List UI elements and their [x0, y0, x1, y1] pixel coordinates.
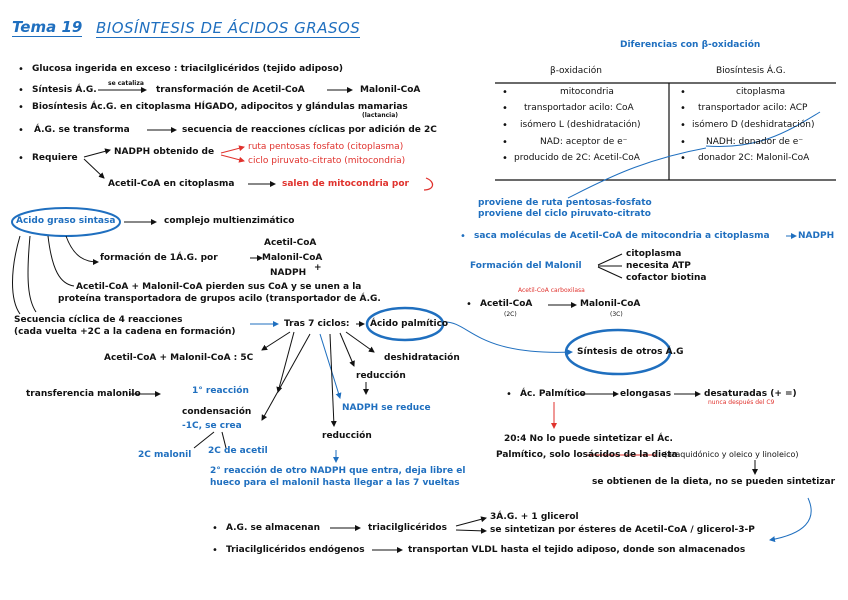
- col-beta-oxidacion: β-oxidación: [550, 66, 602, 76]
- reaccion-2-line1: 2° reacción de otro NADPH que entra, deja libre el: [210, 466, 466, 476]
- se-cataliza: se cataliza: [108, 80, 144, 87]
- secuencia-reacciones: secuencia de reacciones cíclicas por adición de 2C: [182, 125, 437, 135]
- malonil-item-biotina: cofactor biotina: [626, 273, 707, 283]
- comparison-heading: Diferencias con β-oxidación: [620, 40, 761, 50]
- reduccion-1: reducción: [356, 371, 406, 381]
- page-title: BIOSÍNTESIS DE ÁCIDOS GRASOS: [96, 19, 361, 37]
- bullet: •: [680, 87, 686, 98]
- esteres-acetil: se sintetizan por ésteres de Acetil-CoA / glicerol-3-P: [490, 525, 755, 535]
- transportan-vldl: transportan VLDL hasta el tejido adiposo, donde son almacenados: [408, 545, 746, 555]
- bio-row-1: citoplasma: [736, 87, 786, 97]
- bullet: •: [680, 103, 686, 114]
- ac-palmitico: Ác. Palmítico: [520, 389, 586, 399]
- beta-row-2: transportador acilo: CoA: [524, 103, 634, 113]
- beta-row-4: NAD: aceptor de e⁻: [540, 137, 628, 147]
- malonil-3c: Malonil-CoA: [580, 299, 641, 309]
- tg-endogenos: Triacilglicéridos endógenos: [226, 545, 365, 555]
- bullet: •: [18, 125, 24, 136]
- reaccion-2-line2: hueco para el malonil hasta llegar a las 7 vueltas: [210, 478, 460, 488]
- bio-row-2: transportador acilo: ACP: [698, 103, 808, 113]
- lactancia-note: (lactancia): [362, 112, 398, 119]
- sintasa-nadph: NADPH: [270, 268, 307, 278]
- bullet: •: [680, 137, 686, 148]
- bullet: •: [212, 545, 218, 556]
- elongasas: elongasas: [620, 389, 672, 399]
- bio-row-5: donador 2C: Malonil-CoA: [698, 153, 810, 163]
- nadph-obtenido: NADPH obtenido de: [114, 147, 215, 157]
- no-sintetizar-2b: (araquidónico y oleico y linoleico): [664, 450, 799, 459]
- se-obtienen-dieta: se obtienen de la dieta, no se pueden sintetizar: [592, 477, 836, 487]
- saca-moleculas: saca moléculas de Acetil-CoA de mitocondria a citoplasma: [474, 231, 770, 241]
- bullet: •: [502, 153, 508, 164]
- pierden-coa-2: proteína transportadora de grupos acilo (transportador de Á.G.: [58, 294, 381, 304]
- bullet: •: [18, 85, 24, 96]
- bullet: •: [506, 389, 512, 400]
- col-biosintesis: Biosíntesis Á.G.: [716, 66, 786, 76]
- tras-7-ciclos: Tras 7 ciclos:: [284, 319, 350, 329]
- ciclo-piruvato: ciclo piruvato-citrato (mitocondria): [248, 156, 406, 166]
- requiere-label: Requiere: [32, 153, 78, 163]
- transformacion-text: transformación de Acetil-CoA: [156, 85, 305, 95]
- proviene-pentosas: proviene de ruta pentosas-fosfato: [478, 198, 652, 208]
- acidos-dieta: ácidos de la dieta: [588, 450, 678, 460]
- malonil-coa-text: Malonil-CoA: [360, 85, 421, 95]
- tema-number: Tema 19: [12, 18, 83, 36]
- bullet: •: [502, 87, 508, 98]
- sintasa-plus: +: [314, 263, 322, 273]
- transferencia-malonilo: transferencia malonilo: [26, 389, 141, 399]
- bullet: •: [680, 120, 686, 131]
- bullet: •: [466, 299, 472, 310]
- reaccion-1: 1° reacción: [192, 386, 249, 396]
- deshidratacion: deshidratación: [384, 353, 460, 363]
- complejo-multienzimatico: complejo multienzimático: [164, 216, 295, 226]
- salen-mitocondria: salen de mitocondria por: [282, 179, 409, 189]
- secuencia-ciclica-2: (cada vuelta +2C a la cadena en formación): [14, 327, 236, 337]
- sintesis-label: Síntesis Á.G.: [32, 85, 97, 95]
- c-acetil: 2C de acetil: [208, 446, 268, 456]
- bullet: •: [680, 153, 686, 164]
- bullet: •: [212, 523, 218, 534]
- formacion-malonil: Formación del Malonil: [470, 261, 582, 271]
- secuencia-ciclica-1: Secuencia cíclica de 4 reacciones: [14, 315, 183, 325]
- acido-graso-sintasa: Ácido graso sintasa: [16, 216, 116, 226]
- malonil-item-citoplasma: citoplasma: [626, 249, 682, 259]
- beta-row-1: mitocondria: [560, 87, 614, 97]
- menos-1c: -1C, se crea: [182, 421, 242, 431]
- nadph-se-reduce: NADPH se reduce: [342, 403, 431, 413]
- beta-row-5: producido de 2C: Acetil-CoA: [514, 153, 640, 163]
- ruta-pentosas: ruta pentosas fosfato (citoplasma): [248, 142, 404, 152]
- acido-palmitico: Ácido palmítico: [370, 319, 449, 329]
- triacilgliceridos: triacilglicéridos: [368, 523, 447, 533]
- nadph-target: NADPH: [798, 231, 835, 241]
- malonil-3c-count: (3C): [610, 311, 623, 318]
- acetil-2c: Acetil-CoA: [480, 299, 533, 309]
- cycle-sum: Acetil-CoA + Malonil-CoA : 5C: [104, 353, 254, 363]
- sintesis-otros-ag: Síntesis de otros Á.G: [577, 347, 684, 357]
- bullet: •: [18, 102, 24, 113]
- bullet: •: [460, 231, 466, 242]
- condensacion: condensación: [182, 407, 252, 417]
- bullet: •: [502, 120, 508, 131]
- c-malonil: 2C malonil: [138, 450, 192, 460]
- sintasa-malonil: Malonil-CoA: [262, 253, 323, 263]
- bio-row-4: NADH: donador de e⁻: [706, 137, 804, 147]
- biosintesis-line: Biosíntesis Ác.G. en citoplasma HÍGADO, adipocitos y glándulas mamarias: [32, 102, 408, 112]
- bullet: •: [502, 137, 508, 148]
- acetil-citoplasma: Acetil-CoA en citoplasma: [108, 179, 235, 189]
- glucosa-line: Glucosa ingerida en exceso : triacilglicéridos (tejido adiposo): [32, 64, 343, 74]
- carboxilasa-enzyme: Acetil-CoA carboxilasa: [518, 287, 585, 294]
- nunca-c9: nunca después del C9: [708, 399, 775, 406]
- desaturadas: desaturadas (+ =): [704, 389, 797, 399]
- pierden-coa-1: Acetil-CoA + Malonil-CoA pierden sus CoA y se unen a la: [76, 282, 362, 292]
- no-sintetizar-2a: Palmítico, solo los: [496, 450, 588, 460]
- beta-row-3: isómero L (deshidratación): [520, 120, 641, 130]
- proviene-piruvato: proviene del ciclo piruvato-citrato: [478, 209, 651, 219]
- bullet: •: [18, 153, 24, 164]
- bullet: •: [18, 64, 24, 75]
- bullet: •: [502, 103, 508, 114]
- acetil-2c-count: (2C): [504, 311, 517, 318]
- formacion-ag: formación de 1Á.G. por: [100, 253, 218, 263]
- bio-row-3: isómero D (deshidratación): [692, 120, 815, 130]
- tres-ag-glicerol: 3Á.G. + 1 glicerol: [490, 512, 579, 522]
- malonil-item-atp: necesita ATP: [626, 261, 691, 271]
- ag-transforma: Á.G. se transforma: [34, 125, 130, 135]
- reduccion-2: reducción: [322, 431, 372, 441]
- ag-almacenan: A.G. se almacenan: [226, 523, 321, 533]
- no-sintetizar-1: 20:4 No lo puede sintetizar el Ác.: [504, 434, 673, 444]
- sintasa-acetil: Acetil-CoA: [264, 238, 317, 248]
